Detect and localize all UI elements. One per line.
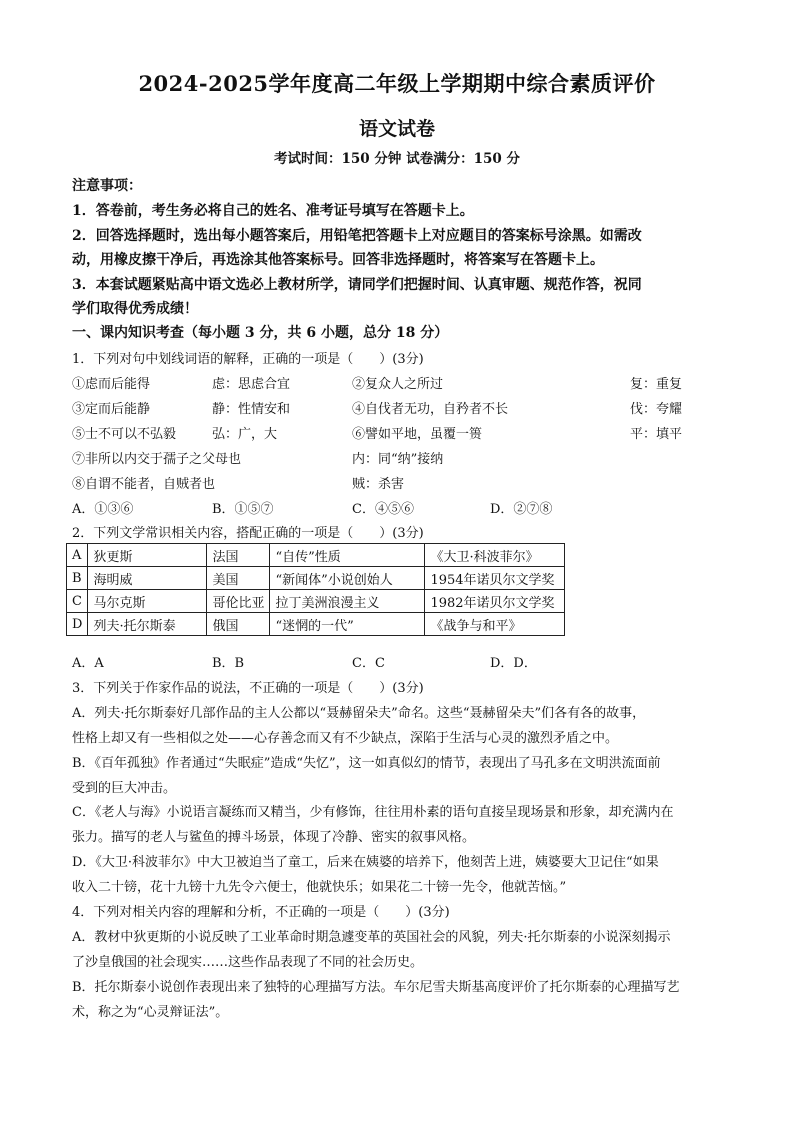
table-row [67, 567, 565, 590]
q1-gloss: 平：填平 [630, 427, 683, 442]
exam-subject: 语文试卷 [358, 118, 435, 140]
note-line: 1．答卷前，考生务必将自己的姓名、准考证号填写在答题卡上。 [72, 203, 474, 219]
note-line: 3．本套试题紧贴高中语文选必上教材所学，请同学们把握时间、认真审题、规范作答，祝同 [72, 277, 642, 293]
table-cell: 拉丁美洲浪漫主义 [270, 590, 425, 613]
note-line: 动，用橡皮擦干净后，再选涂其他答案标号。回答非选择题时，将答案写在答题卡上。 [72, 252, 604, 268]
note-line: 学们取得优秀成绩！ [72, 301, 198, 317]
exam-title: 2024-2025学年度高二年级上学期期中综合素质评价 [138, 71, 656, 96]
table-cell: 列夫·托尔斯泰 [88, 613, 207, 636]
q1-item: ④自伐者无功，自矜者不长 [352, 402, 509, 417]
q2-option-b: B．B [212, 656, 245, 671]
q1-stem: 1．下列对句中划线词语的解释，正确的一项是（ ）(3分) [72, 352, 424, 367]
table-row [67, 613, 565, 636]
table-cell: 1954年诺贝尔文学奖 [425, 567, 565, 590]
q3-line: C．《老人与海》小说语言凝练而又精当，少有修饰，往往用朴素的语句直接呈现场景和形象，却充满内在 [72, 805, 674, 820]
section-heading: 一、课内知识考查（每小题 3 分，共 6 小题，总分 18 分） [72, 325, 449, 341]
table-cell: “迷惘的一代” [270, 613, 425, 636]
q1-item: ②复众人之所过 [352, 377, 444, 392]
q3-line: 受到的巨大冲击。 [72, 781, 177, 796]
q1-item: ⑤士不可以不弘毅 [72, 427, 177, 442]
q3-stem: 3．下列关于作家作品的说法，不正确的一项是（ ）(3分) [72, 681, 424, 696]
table-cell: 法国 [207, 544, 270, 567]
q1-option-a: A．①③⑥ [72, 502, 134, 517]
table-row [67, 544, 565, 567]
q1-gloss: 伐：夸耀 [630, 402, 683, 417]
q1-gloss: 内：同“纳”接纳 [352, 452, 444, 467]
table-cell: 马尔克斯 [88, 590, 207, 613]
table-cell: “新闻体”小说创始人 [270, 567, 425, 590]
literature-table [66, 543, 565, 636]
table-cell: 俄国 [207, 613, 270, 636]
note-line: 2．回答选择题时，选出每小题答案后，用铅笔把答题卡上对应题目的答案标号涂黑。如需改 [72, 228, 642, 244]
table-row [67, 590, 565, 613]
q2-option-c: C．C [352, 656, 385, 671]
notes-heading: 注意事项： [72, 178, 142, 194]
q1-gloss: 复：重复 [630, 377, 683, 392]
q4-line: 术，称之为“心灵辩证法”。 [72, 1005, 229, 1020]
q1-item: ③定而后能静 [72, 402, 151, 417]
q1-item: ①虑而后能得 [72, 377, 151, 392]
q1-option-c: C．④⑤⑥ [352, 502, 414, 517]
q1-gloss: 弘：广，大 [212, 427, 278, 442]
table-cell: 《战争与和平》 [425, 613, 565, 636]
table-cell: 《大卫·科波菲尔》 [425, 544, 565, 567]
q1-item: ⑧自谓不能者，自贼者也 [72, 477, 216, 492]
table-cell: B [67, 567, 88, 590]
table-cell: “自传”性质 [270, 544, 425, 567]
table-cell: C [67, 590, 88, 613]
q3-line: 收入二十镑，花十九镑十九先令六便士，他就快乐；如果花二十镑一先令，他就苦恼。” [72, 880, 567, 895]
q1-gloss: 贼：杀害 [352, 477, 405, 492]
table-cell: 哥伦比亚 [207, 590, 270, 613]
q3-line: B．《百年孤独》作者通过“失眠症”造成“失忆”，这一如真似幻的情节，表现出了马孔多在文明洪流面前 [72, 756, 661, 771]
q2-option-d: D．D． [490, 656, 537, 671]
q1-gloss: 静：性情安和 [212, 402, 291, 417]
q1-item: ⑦非所以内交于孺子之父母也 [72, 452, 242, 467]
table-cell: D [67, 613, 88, 636]
q2-option-a: A．A [72, 656, 104, 671]
q1-item: ⑥譬如平地，虽覆一篑 [352, 427, 483, 442]
exam-info: 考试时间：150 分钟 试卷满分：150 分 [274, 151, 520, 167]
table-cell: A [67, 544, 88, 567]
q1-gloss: 虑：思虑合宜 [212, 377, 291, 392]
q1-option-d: D．②⑦⑧ [490, 502, 553, 517]
q2-stem: 2．下列文学常识相关内容，搭配正确的一项是（ ）(3分) [72, 526, 424, 541]
q4-line: A．教材中狄更斯的小说反映了工业革命时期急遽变革的英国社会的风貌，列夫·托尔斯泰的小说深刻揭示 [72, 930, 671, 945]
q4-line: B．托尔斯泰小说创作表现出来了独特的心理描写方法。车尔尼雪夫斯基高度评价了托尔斯泰的心理描写艺 [72, 980, 680, 995]
q3-line: A．列夫·托尔斯泰好几部作品的主人公都以“聂赫留朵夫”命名。这些“聂赫留朵夫”们各有各的故事， [72, 706, 646, 721]
table-cell: 美国 [207, 567, 270, 590]
table-cell: 狄更斯 [88, 544, 207, 567]
table-cell: 海明威 [88, 567, 207, 590]
q3-line: 性格上却又有一些相似之处——心存善念而又有不少缺点，深陷于生活与心灵的激烈矛盾之中。 [72, 731, 619, 746]
table-cell: 1982年诺贝尔文学奖 [425, 590, 565, 613]
q4-line: 了沙皇俄国的社会现实……这些作品表现了不同的社会历史。 [72, 955, 424, 970]
q3-line: 张力。描写的老人与鲨鱼的搏斗场景，体现了冷静、密实的叙事风格。 [72, 830, 476, 845]
q1-option-b: B．①⑤⑦ [212, 502, 274, 517]
q4-stem: 4．下列对相关内容的理解和分析，不正确的一项是（ ）(3分) [72, 905, 450, 920]
q3-line: D．《大卫·科波菲尔》中大卫被迫当了童工，后来在姨婆的培养下，他刻苦上进，姨婆要大卫记住“如果 [72, 855, 659, 870]
